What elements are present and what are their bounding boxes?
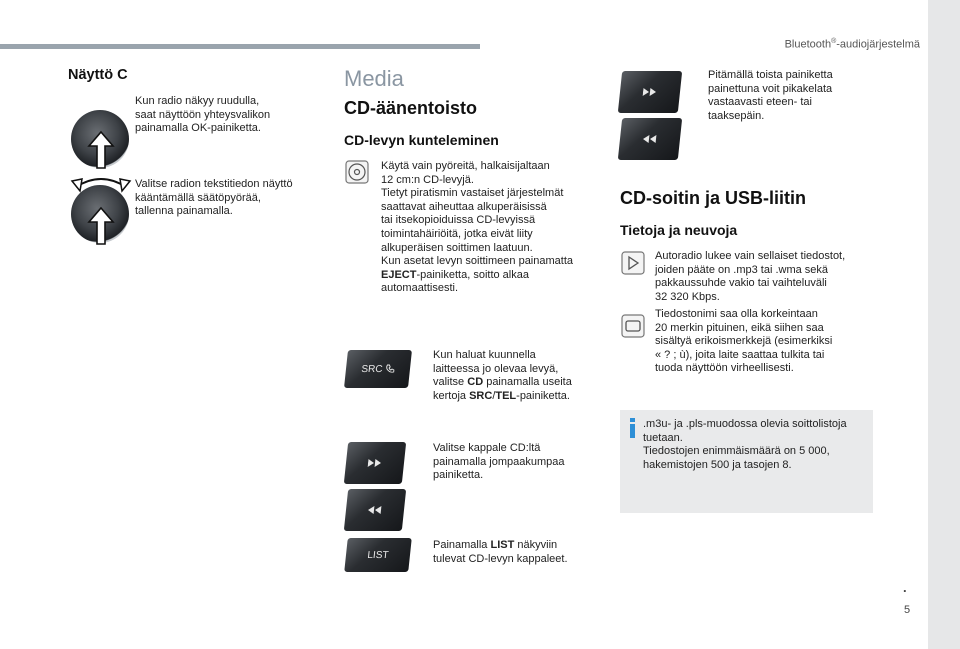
list-button-illustration: LIST <box>344 538 412 572</box>
src-instructions-text: Kun haluat kuunnella laitteessa jo olevaa levyä, valitse CD painamalla useita kertoja SRC/TEL-painiketta. <box>433 349 572 402</box>
fast-forward-button-illustration <box>618 71 682 113</box>
fast-forward-icon <box>643 88 658 96</box>
cd-disc-icon <box>345 160 369 184</box>
display-c-item-1: Kun radio näkyy ruudulla, saat näyttöön yhteysvalikon painamalla OK-painiketta. <box>135 95 271 135</box>
page-number: 5 <box>904 604 911 616</box>
src-tel-button-illustration: SRC <box>344 350 412 388</box>
previous-track-button-illustration <box>344 489 406 531</box>
fast-forward-icon <box>368 459 383 467</box>
page-side-band <box>928 0 960 649</box>
cd-instructions-text: Käytä vain pyöreitä, halkaisijaltaan 12 cm:n CD-levyjä. Tietyt piratismin vastaiset järjestelmät saattavat aiheuttaa alkuperäisissä tai itsekopioiduissa CD-levyissä toimintahäiriöitä, jotka eivät liity alkuperäisen soittimen laatuun. Kun asetat levyn soittimeen painamatta EJECT-painiketta, soitto alkaa automaattisesti. <box>381 160 574 295</box>
continue-marker: . <box>903 580 907 595</box>
heading-listening-cd: CD-levyn kunteleminen <box>344 132 499 148</box>
press-arrow-icon <box>86 206 116 246</box>
play-file-icon <box>621 251 645 275</box>
track-select-text: Valitse kappale CD:ltä painamalla jompaakumpaa painiketta. <box>433 442 565 482</box>
rewind-button-illustration <box>618 118 682 160</box>
heading-info-tips: Tietoja ja neuvoja <box>620 222 738 238</box>
display-screen-icon <box>621 314 645 338</box>
heading-cd-usb: CD-soitin ja USB-liitin <box>620 188 806 208</box>
section-title-media: Media <box>344 66 404 91</box>
top-rule <box>0 44 480 49</box>
next-track-button-illustration <box>344 442 406 484</box>
press-arrow-icon <box>86 130 116 170</box>
rewind-icon <box>368 506 383 514</box>
fast-scan-text: Pitämällä toista painiketta painettuna voit pikakelata vastaavasti eteen- tai taaksepäin. <box>708 69 833 122</box>
rewind-icon <box>643 135 658 143</box>
heading-cd-playback: CD-äänentoisto <box>344 98 478 118</box>
info-icon <box>629 418 637 438</box>
phone-icon <box>384 364 395 374</box>
info-box-text: .m3u- ja .pls-muodossa olevia soittolistoja tuetaan. Tiedostojen enimmäismäärä on 5 000, hakemistojen 500 ja tasojen 8. <box>643 418 847 471</box>
running-header: Bluetooth®-audiojärjestelmä <box>784 38 920 51</box>
section-heading-display-c: Näyttö C <box>68 67 128 83</box>
filename-rules-text: Tiedostonimi saa olla korkeintaan 20 merkin pituinen, eikä siihen saa sisältyä erikoismerkkejä (esimerkiksi « ? ; ù), joita laite saattaa tulkita tai tuoda näyttöön virheellisesti. <box>655 308 833 375</box>
file-format-text: Autoradio lukee vain sellaiset tiedostot, joiden pääte on .mp3 tai .wma sekä pakkaussuhde vakio tai vaihteluväli 32 320 Kbps. <box>655 250 846 303</box>
display-c-item-2: Valitse radion tekstitiedon näyttö kääntämällä säätöpyörää, tallenna painamalla. <box>135 178 293 218</box>
list-instructions-text: Painamalla LIST näkyviin tulevat CD-levyn kappaleet. <box>433 539 568 565</box>
